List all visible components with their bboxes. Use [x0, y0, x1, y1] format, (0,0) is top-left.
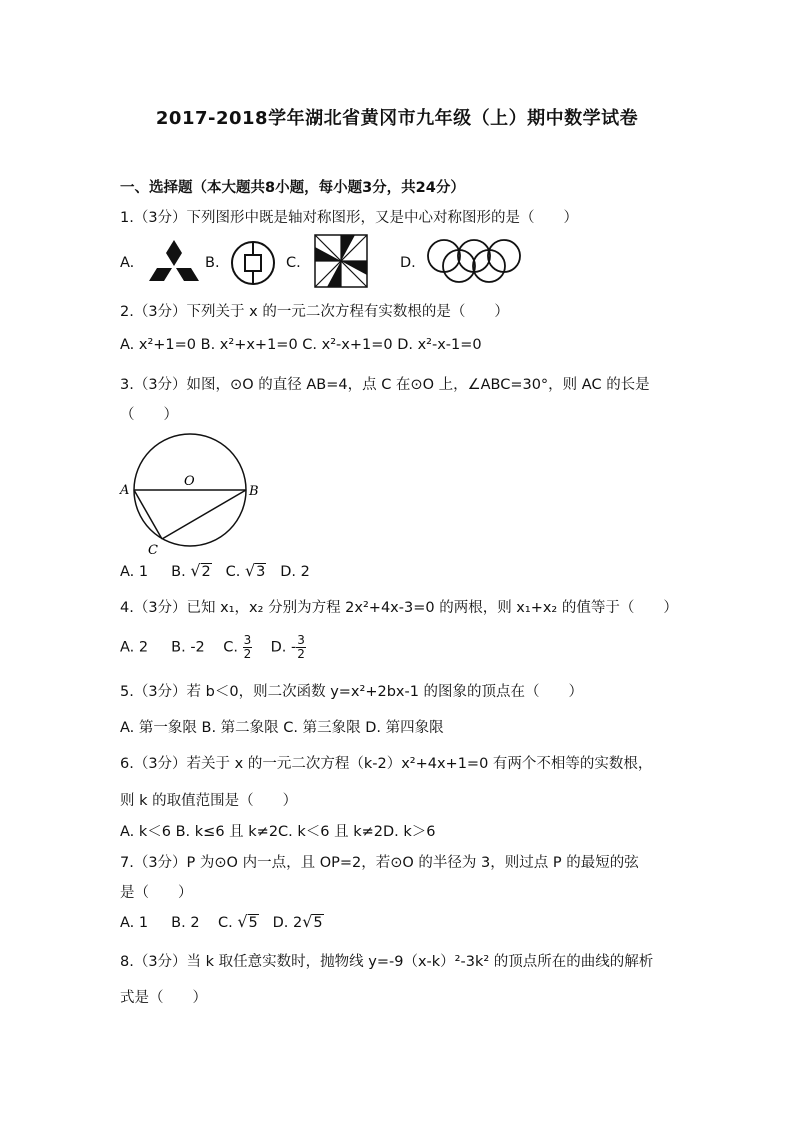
point-b-label: B — [249, 484, 259, 499]
section-heading: 一、选择题（本大题共8小题，每小题3分，共24分） — [120, 180, 465, 196]
q3-options — [120, 561, 310, 580]
q3-option-d: D. 2 — [280, 564, 310, 580]
q3-option-b-sqrt: √2 — [190, 561, 211, 580]
q6-options: A. k＜6 B. k≤6 且 k≠2C. k＜6 且 k≠2D. k＞6 — [120, 824, 436, 840]
q7-option-d: D. 2 — [272, 915, 303, 931]
q3-option-c-sqrt: √3 — [244, 561, 266, 580]
q4-option-c: C. — [223, 639, 238, 656]
q4-options — [120, 634, 306, 661]
q7-option-b: B. 2 — [171, 915, 200, 931]
q4-option-d-fraction: $\frac{3}{2}$ — [297, 633, 305, 661]
q7-option-d-sqrt: √5 — [302, 912, 323, 931]
point-a-label: A — [120, 483, 130, 498]
center-o-label: O — [184, 474, 195, 489]
olympic-rings-icon — [424, 238, 524, 284]
q7-option-c: C. — [218, 915, 233, 931]
q3-option-a: A. 1 — [120, 564, 149, 580]
q1-option-a-label: A. — [120, 255, 135, 271]
circle-diagram — [116, 428, 266, 558]
q4-option-c-fraction: $\frac{3}{2}$ — [243, 633, 252, 661]
q1-option-d-label: D. — [400, 255, 416, 271]
q7-stem-line1: 7.（3分）P 为⊙O 内一点，且 OP=2，若⊙O 的半径为 3，则过点 P 的最短的弦 — [120, 855, 639, 871]
q6-stem-line1: 6.（3分）若关于 x 的一元二次方程（k-2）x²+4x+1=0 有两个不相等的实数根， — [120, 756, 653, 772]
q5-options: A. 第一象限 B. 第二象限 C. 第三象限 D. 第四象限 — [120, 720, 444, 736]
exam-title: 2017-2018学年湖北省黄冈市九年级（上）期中数学试卷 — [155, 108, 639, 129]
q2-stem: 2.（3分）下列关于 x 的一元二次方程有实数根的是（ ） — [120, 304, 509, 320]
q8-stem-line2: 式是（ ） — [120, 990, 207, 1006]
q4-option-a: A. 2 — [120, 639, 149, 656]
q7-options — [120, 912, 324, 931]
q1-option-c-label: C. — [286, 255, 301, 271]
q8-stem-line1: 8.（3分）当 k 取任意实数时，抛物线 y=-9（x-k）²-3k² 的顶点所在的曲线的解析 — [120, 954, 654, 970]
q4-option-d: D. - — [270, 639, 297, 656]
q7-option-c-sqrt: √5 — [237, 912, 258, 931]
q1-stem: 1.（3分）下列图形中既是轴对称图形，又是中心对称图形的是（ ） — [120, 210, 579, 226]
q3-option-c: C. — [225, 564, 241, 580]
q3-stem-line1: 3.（3分）如图，⊙O 的直径 AB=4，点 C 在⊙O 上，∠ABC=30°，则 AC 的长是 — [120, 377, 650, 393]
q3-option-b: B. — [171, 564, 186, 580]
coin-square-icon — [228, 238, 278, 288]
q5-stem: 5.（3分）若 b＜0，则二次函数 y=x²+2bx-1 的图象的顶点在（ ） — [120, 684, 584, 700]
q7-option-a: A. 1 — [120, 915, 149, 931]
q4-option-b: B. -2 — [171, 639, 205, 656]
q7-stem-line2: 是（ ） — [120, 885, 193, 901]
q2-options: A. x²+1=0 B. x²+x+1=0 C. x²-x+1=0 D. x²-x-1=0 — [120, 337, 482, 353]
q3-stem-line2: （ ） — [120, 407, 178, 423]
pinwheel-icon — [313, 233, 369, 289]
q4-stem: 4.（3分）已知 x₁，x₂ 分别为方程 2x²+4x-3=0 的两根，则 x₁+x₂ 的值等于（ ） — [120, 600, 678, 616]
q6-stem-line2: 则 k 的取值范围是（ ） — [120, 793, 298, 809]
q1-option-b-label: B. — [205, 255, 220, 271]
point-c-label: C — [148, 543, 158, 558]
triple-diamond-icon — [147, 238, 201, 286]
